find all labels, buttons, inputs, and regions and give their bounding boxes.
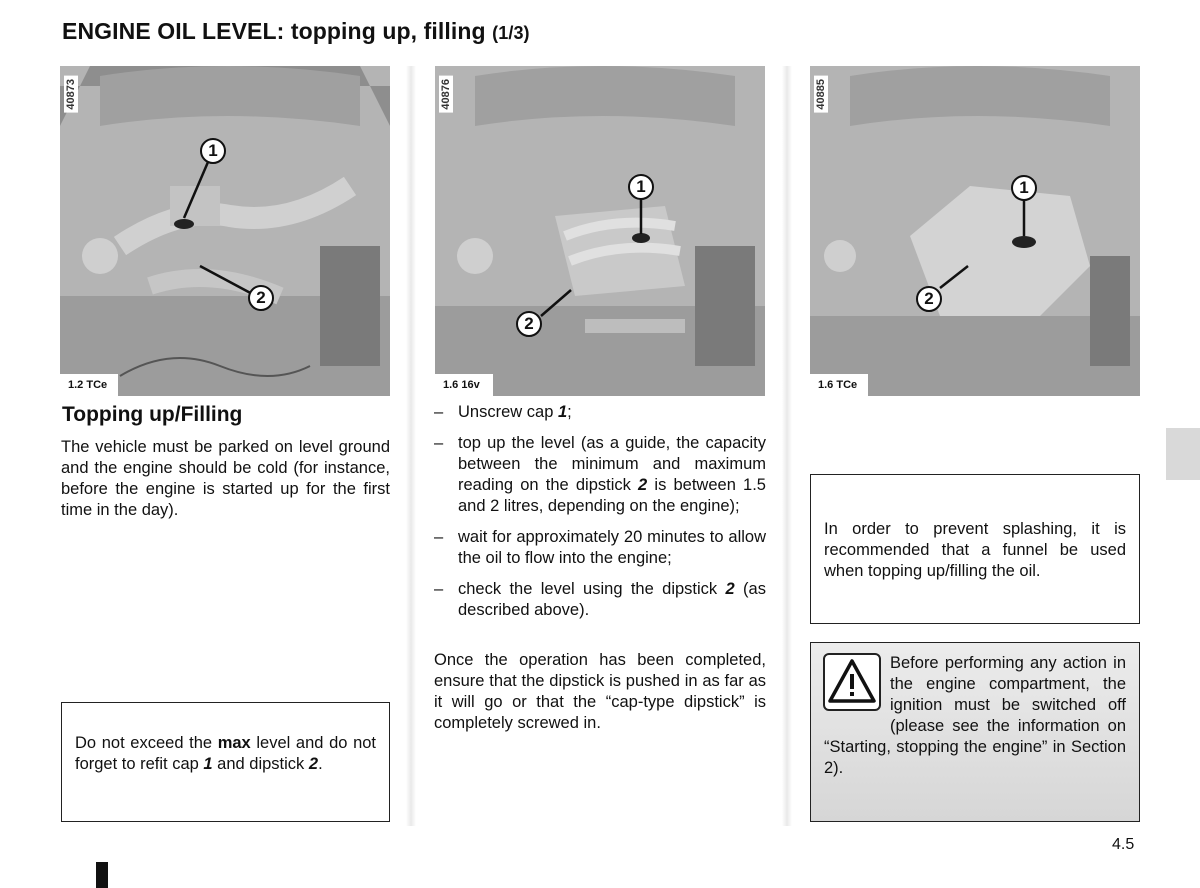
callout-1: 1 [628, 174, 654, 200]
page-title [62, 18, 530, 45]
page-number: 4.5 [1112, 836, 1135, 853]
engine-label: 1.6 TCe [810, 374, 868, 396]
page-title-main: ENGINE OIL LEVEL: topping up, filling [62, 18, 486, 44]
engine-illustration-2 [435, 66, 765, 396]
intro-paragraph: The vehicle must be parked on level ground and the engine should be cold (for instance, before the engine is started up for the first time in the day). [61, 438, 390, 519]
callout-2: 2 [916, 286, 942, 312]
column-divider [782, 66, 792, 826]
callout-2: 2 [516, 311, 542, 337]
section-tab [1166, 428, 1200, 480]
max-level-note: Do not exceed the max level and do not forget to refit cap 1 and dipstick 2. [61, 702, 390, 822]
funnel-note: In order to prevent splashing, it is recommended that a funnel be used when topping up/filling the oil. [810, 474, 1140, 624]
warning-triangle-icon [823, 653, 881, 711]
engine-label: 1.6 16v [435, 374, 493, 396]
column-divider [406, 66, 416, 826]
list-item: – wait for approximately 20 minutes to allow the oil to flow into the engine; [434, 528, 766, 567]
engine-label: 1.2 TCe [60, 374, 118, 396]
list-item: – top up the level (as a guide, the capacity between the minimum and maximum reading on the dipstick 2 is between 1.5 and 2 litres, depending on the engine); [434, 434, 766, 515]
figure-reference-code: 40876 [439, 76, 453, 113]
callout-2: 2 [248, 285, 274, 311]
ref-cap-1: 1 [203, 755, 213, 773]
ignition-warning [810, 642, 1140, 822]
figure-reference-code: 40885 [814, 76, 828, 113]
callout-1: 1 [1011, 175, 1037, 201]
page-title-suffix: (1/3) [492, 23, 530, 43]
engine-photo-2 [435, 66, 765, 396]
engine-illustration-1 [60, 66, 390, 396]
callout-1: 1 [200, 138, 226, 164]
corner-mark [96, 862, 108, 888]
engine-photo-1 [60, 66, 390, 396]
max-keyword: max [217, 734, 251, 752]
warning-text: Before performing any action in the engine compartment, the ignition must be switched off (please see the information on “Starting, stopping the engine” in Section 2). [824, 654, 1126, 777]
completion-paragraph: Once the operation has been completed, ensure that the dipstick is pushed in as far as it will go or that the “cap-type dipstick” is completely screwed in. [434, 651, 766, 732]
section-heading: Topping up/Filling [62, 403, 243, 426]
engine-photo-3 [810, 66, 1140, 396]
list-item: – check the level using the dipstick 2 (as described above). [434, 580, 766, 619]
procedure-steps [434, 402, 766, 631]
list-item: – Unscrew cap 1; [434, 403, 572, 421]
engine-illustration-3 [810, 66, 1140, 396]
figure-reference-code: 40873 [64, 76, 78, 113]
ref-dipstick-2: 2 [308, 755, 319, 773]
